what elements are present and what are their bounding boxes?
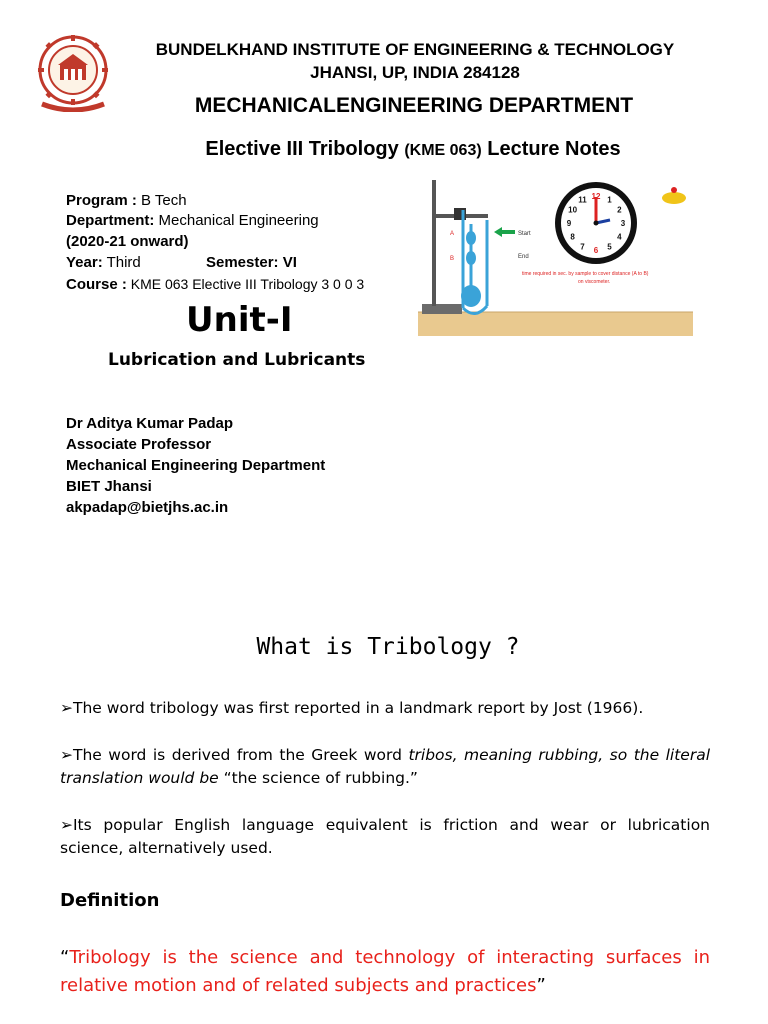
course-value: KME 063 Elective III Tribology 3 0 0 3 bbox=[126, 276, 365, 292]
quote-open: “ bbox=[60, 947, 70, 968]
clock-icon bbox=[555, 182, 637, 264]
quote-text: Tribology is the science and technology of interacting surfaces in relative motion and of related subjects and practices bbox=[60, 947, 710, 996]
course-code: (KME 063) bbox=[404, 142, 482, 159]
clock-number: 12 bbox=[591, 192, 601, 201]
paragraph-2 bbox=[60, 744, 710, 790]
course-line bbox=[66, 274, 364, 295]
clock-number: 4 bbox=[617, 232, 622, 242]
year-label: Year: bbox=[66, 254, 103, 271]
paragraph-3: ➢Its popular English language equivalent is friction and wear or lubrication science, alternatively used. bbox=[60, 816, 710, 857]
author-designation: Associate Professor bbox=[66, 436, 212, 453]
paragraph-2-italic: tribos, meaning rubbing, so the literal translation would be bbox=[60, 746, 711, 787]
year-line bbox=[66, 253, 141, 273]
author-department: Mechanical Engineering Department bbox=[66, 457, 326, 474]
paragraph-2-end: “the science of rubbing.” bbox=[218, 769, 418, 787]
clock-number: 5 bbox=[607, 242, 612, 252]
author-name: Dr Aditya Kumar Padap bbox=[66, 415, 233, 432]
unit-subtitle: Lubrication and Lubricants bbox=[108, 350, 366, 370]
program-value: B Tech bbox=[136, 192, 187, 209]
department-value: Mechanical Engineering bbox=[154, 212, 319, 229]
clock-number: 6 bbox=[593, 246, 599, 255]
department-line bbox=[66, 211, 319, 231]
quote-close: ” bbox=[536, 975, 546, 996]
paragraph-2-start: ➢The word is derived from the Greek word bbox=[60, 746, 409, 764]
section-heading: What is Tribology ? bbox=[256, 634, 520, 660]
institute-address: JHANSI, UP, INDIA 284128 bbox=[310, 63, 520, 82]
clock-number: 10 bbox=[568, 205, 578, 215]
label-end: End bbox=[518, 254, 529, 260]
paragraph-1: ➢The word tribology was first reported in a landmark report by Jost (1966). bbox=[60, 699, 644, 717]
course-label: Course : bbox=[66, 276, 127, 293]
session-line bbox=[66, 232, 189, 252]
viscometer-illustration bbox=[418, 180, 693, 336]
program-line bbox=[66, 191, 187, 211]
clock-number: 7 bbox=[580, 242, 585, 252]
clock-number: 2 bbox=[617, 205, 622, 215]
figure-caption-2: on viscometer. bbox=[578, 279, 611, 285]
clock-number: 11 bbox=[578, 195, 587, 205]
course-title-main: Elective III Tribology bbox=[205, 138, 405, 160]
semester-label: Semester: VI bbox=[206, 254, 297, 271]
label-start: Start bbox=[518, 231, 531, 237]
clock-number: 9 bbox=[566, 219, 572, 228]
session-value: (2020-21 onward) bbox=[66, 233, 189, 250]
clock-number: 8 bbox=[570, 232, 575, 242]
definition-heading: Definition bbox=[60, 890, 160, 911]
definition-quote bbox=[60, 944, 710, 1000]
figure-caption-1: time required in sec. by sample to cover distance (A to B) bbox=[522, 271, 649, 277]
unit-title: Unit-I bbox=[186, 300, 293, 340]
department-title: MECHANICALENGINEERING DEPARTMENT bbox=[194, 94, 634, 117]
label-a: A bbox=[450, 231, 455, 237]
clock-number: 1 bbox=[607, 195, 612, 205]
label-b: B bbox=[450, 256, 455, 262]
department-label: Department: bbox=[66, 212, 155, 229]
author-institute: BIET Jhansi bbox=[66, 478, 152, 495]
program-label: Program : bbox=[66, 192, 137, 209]
institute-name: BUNDELKHAND INSTITUTE OF ENGINEERING & TECHNOLOGY bbox=[155, 40, 675, 59]
clock-number: 3 bbox=[620, 219, 626, 228]
course-title bbox=[0, 138, 768, 161]
semester-line bbox=[206, 253, 297, 273]
author-email: akpadap@bietjhs.ac.in bbox=[66, 499, 229, 516]
year-value: Third bbox=[102, 254, 141, 271]
course-title-tail: Lecture Notes bbox=[481, 138, 621, 160]
